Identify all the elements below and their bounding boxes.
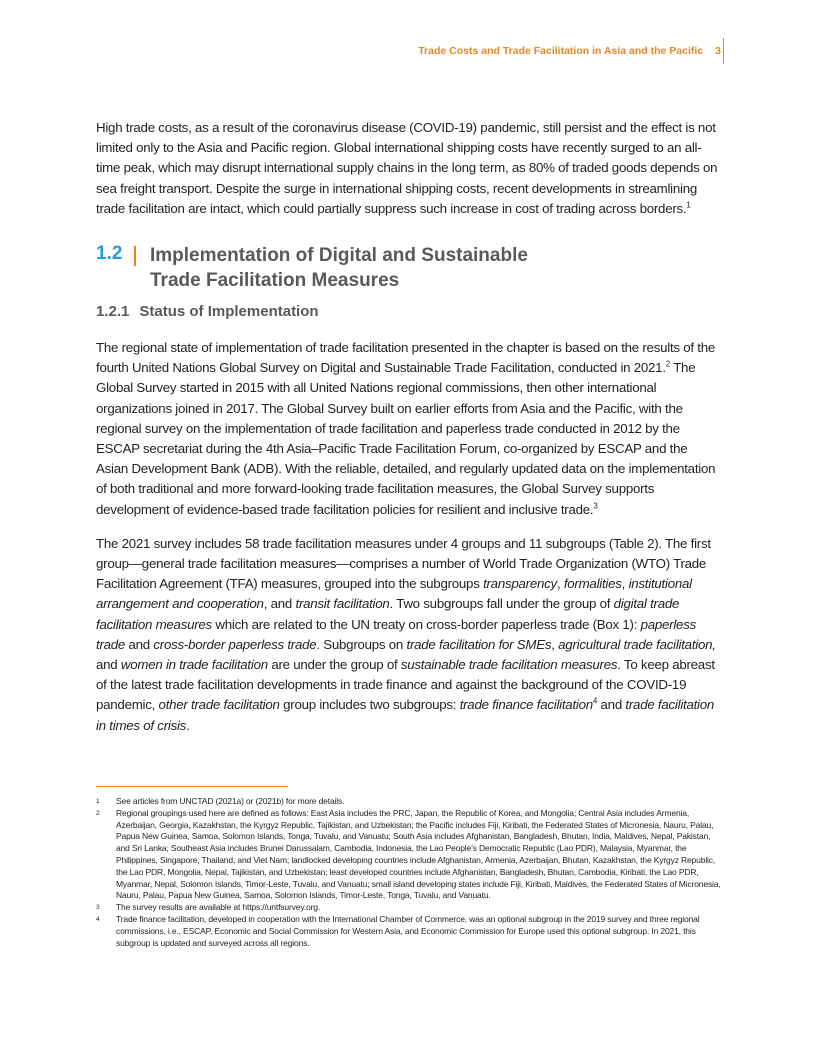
- italic-run: sustainable trade facilitation measures: [400, 657, 618, 673]
- footnote-ref-4[interactable]: 4: [592, 697, 598, 707]
- text-run: which are related to the UN treaty on cross-border paperless trade (Box 1):: [211, 616, 641, 632]
- text-run: and: [597, 697, 626, 713]
- paragraph-survey-background: [96, 338, 722, 520]
- paragraph-survey-groups: [96, 534, 722, 736]
- subsection-heading: [96, 303, 722, 320]
- italic-run: trade finance facilitation: [459, 697, 593, 713]
- italic-run: digital trade facilitation measures: [96, 596, 680, 632]
- text-run: ,: [621, 576, 629, 592]
- italic-run: trade facilitation in times of crisis: [96, 697, 715, 733]
- text-run: The 2021 survey includes 58 trade facilitation measures under 4 groups and 11 subgroups (Table 2). The first group—general trade facilitation measures—comprises a number of World Trade Organization (WTO) Trade Facilitation Agreement (TFA) measures, grouped into the subgroups: [96, 535, 711, 592]
- text-run: are under the group of: [267, 657, 401, 673]
- footnote: [96, 914, 722, 949]
- text-run: ,: [556, 576, 564, 592]
- italic-run: transit facilitation: [295, 596, 390, 612]
- section-heading: [96, 243, 722, 293]
- text-run: The Global Survey started in 2015 with all United Nations regional commissions, then other international organizations joined in 2017. The Global Survey built on earlier efforts from Asia and the Pacific, with the regional survey on the implementation of trade facilitation and paperless trade conducted in 2012 by the ESCAP secretariat during the 4th Asia–Pacific Trade Facilitation Forum, co-organized by ESCAP and the Asian Development Bank (ADB). With the reliable, detailed, and regularly updated data on the implementation of both traditional and more forward-looking trade facilitation measures, the Global Survey supports development of evidence-based trade facilitation policies for resilient and inclusive trade.: [96, 360, 716, 517]
- footnote-mark: 1: [96, 798, 100, 805]
- italic-run: paperless trade: [96, 616, 696, 652]
- main-content: [96, 118, 722, 736]
- section-number: 1.2: [96, 243, 123, 265]
- text-run: , and: [263, 596, 296, 612]
- intro-paragraph: [96, 118, 722, 219]
- footnotes: [96, 796, 722, 949]
- footnote-text: See articles from UNCTAD (2021a) or (2021b) for more details.: [116, 796, 345, 806]
- footnote-ref-1[interactable]: 1: [686, 200, 691, 210]
- footnote-text: Regional groupings used here are defined as follows: East Asia includes the PRC, Japan, the Republic of Korea, and Mongolia; Central Asia includes Armenia, Azerbaijan, Georgia, Kazakhstan, the Kyrgyz Republic, Tajikistan, and Uzbekistan; the Pacific includes Fiji, Kiribati, the Federated States of Micronesia, Nauru, Palau, Papua New Guinea, Samoa, Solomon Islands, Tonga, Tuvalu, and Vanuatu; South Asia includes Afghanistan, Bangladesh, Bhutan, India, Maldives, Nepal, Pakistan, and Sri Lanka; Southeast Asia includes Brunei Darussalam, Cambodia, Indonesia, the Lao People’s Democratic Republic (Lao PDR), Malaysia, Myanmar, the Philippines, Singapore, Thailand, and Viet Nam; landlocked developing countries include Afghanistan, Armenia, Azerbaijan, Bhutan, Kazakhstan, the Kyrgyz Republic, the Lao PDR, Mongolia, Nepal, Tajikistan, and Uzbekistan; least developed countries include Afghanistan, Bangladesh, Bhutan, Cambodia, Kiribati, the Lao PDR, Myanmar, Nepal, Solomon Islands, Timor-Leste, Tuvalu, and Vanuatu; small island developing states include Fiji, Kiribati, Maldives, the Federated States of Micronesia, Nauru, Palau, Papua New Guinea, Samoa, Solomon Islands, Timor-Leste, Tonga, Tuvalu, and Vanuatu.: [116, 807, 721, 901]
- italic-run: transparency: [483, 576, 557, 592]
- text-run: The regional state of implementation of trade facilitation presented in the chapter is based on the results of the fourth United Nations Global Survey on Digital and Sustainable Trade Facilitation, conducted in 2021.: [96, 340, 716, 376]
- text-run: . Two subgroups fall under the group of: [389, 596, 614, 612]
- text-run: and: [125, 636, 154, 652]
- footnote-text: Trade finance facilitation, developed in cooperation with the International Chamber of Commerce, was an optional subgroup in the 2019 survey and three regional commissions, i.e., ESCAP, Economic and Social Commission for Western Asia, and Economic Commission for Europe used this optional subgroup. In 2021, this subgroup is updated and surveyed across all regions.: [116, 913, 700, 948]
- italic-run: formalities: [563, 576, 622, 592]
- running-header: [418, 40, 724, 62]
- italic-run: other trade facilitation: [158, 697, 280, 713]
- footnote-mark: 4: [96, 915, 100, 923]
- footnote: [96, 796, 722, 808]
- italic-run: cross-border paperless trade: [153, 636, 317, 652]
- text-run: . To keep abreast of the latest trade facilitation developments in trade finance and against the background of the COVID-19 pandemic,: [96, 657, 715, 713]
- footnote-separator: [96, 786, 288, 787]
- text-run: ,: [551, 636, 559, 652]
- text-run: . Subgroups on: [316, 636, 407, 652]
- footnote: [96, 808, 722, 902]
- text-run: .: [186, 717, 190, 733]
- italic-run: women in trade facilitation: [120, 657, 268, 673]
- footnote-text: The survey results are available at https://untfsurvey.org.: [116, 902, 321, 913]
- footnote-mark: 3: [96, 904, 100, 912]
- footnote-ref-3[interactable]: 3: [593, 501, 598, 511]
- footnote-ref-2[interactable]: 2: [665, 359, 670, 369]
- italic-run: institutional arrangement and cooperation: [96, 576, 692, 612]
- subsection-title: Status of Implementation: [139, 303, 319, 321]
- running-title: Trade Costs and Trade Facilitation in Asia and the Pacific: [418, 45, 704, 57]
- section-title: Implementation of Digital and Sustainable Trade Facilitation Measures: [150, 245, 528, 292]
- text-run: and: [96, 657, 121, 673]
- page-number: 3: [713, 38, 724, 64]
- subsection-number: 1.2.1: [96, 303, 130, 321]
- footnote: [96, 902, 722, 914]
- footnote-mark: 2: [96, 809, 100, 817]
- section-divider: [134, 246, 136, 266]
- text-run: group includes two subgroups:: [279, 697, 460, 713]
- italic-run: agricultural trade facilitation,: [558, 636, 716, 652]
- italic-run: trade facilitation for SMEs: [406, 636, 552, 652]
- intro-text: High trade costs, as a result of the coronavirus disease (COVID-19) pandemic, still persist and the effect is not limited only to the Asia and Pacific region. Global international shipping costs have recently surged to an all-time peak, which may disrupt international supply chains in the long term, as 80% of traded goods depends on sea freight transport. Despite the surge in international shipping costs, recent developments in streamlining trade facilitation are intact, which could partially suppress such increase in cost of trading across borders.: [96, 120, 718, 216]
